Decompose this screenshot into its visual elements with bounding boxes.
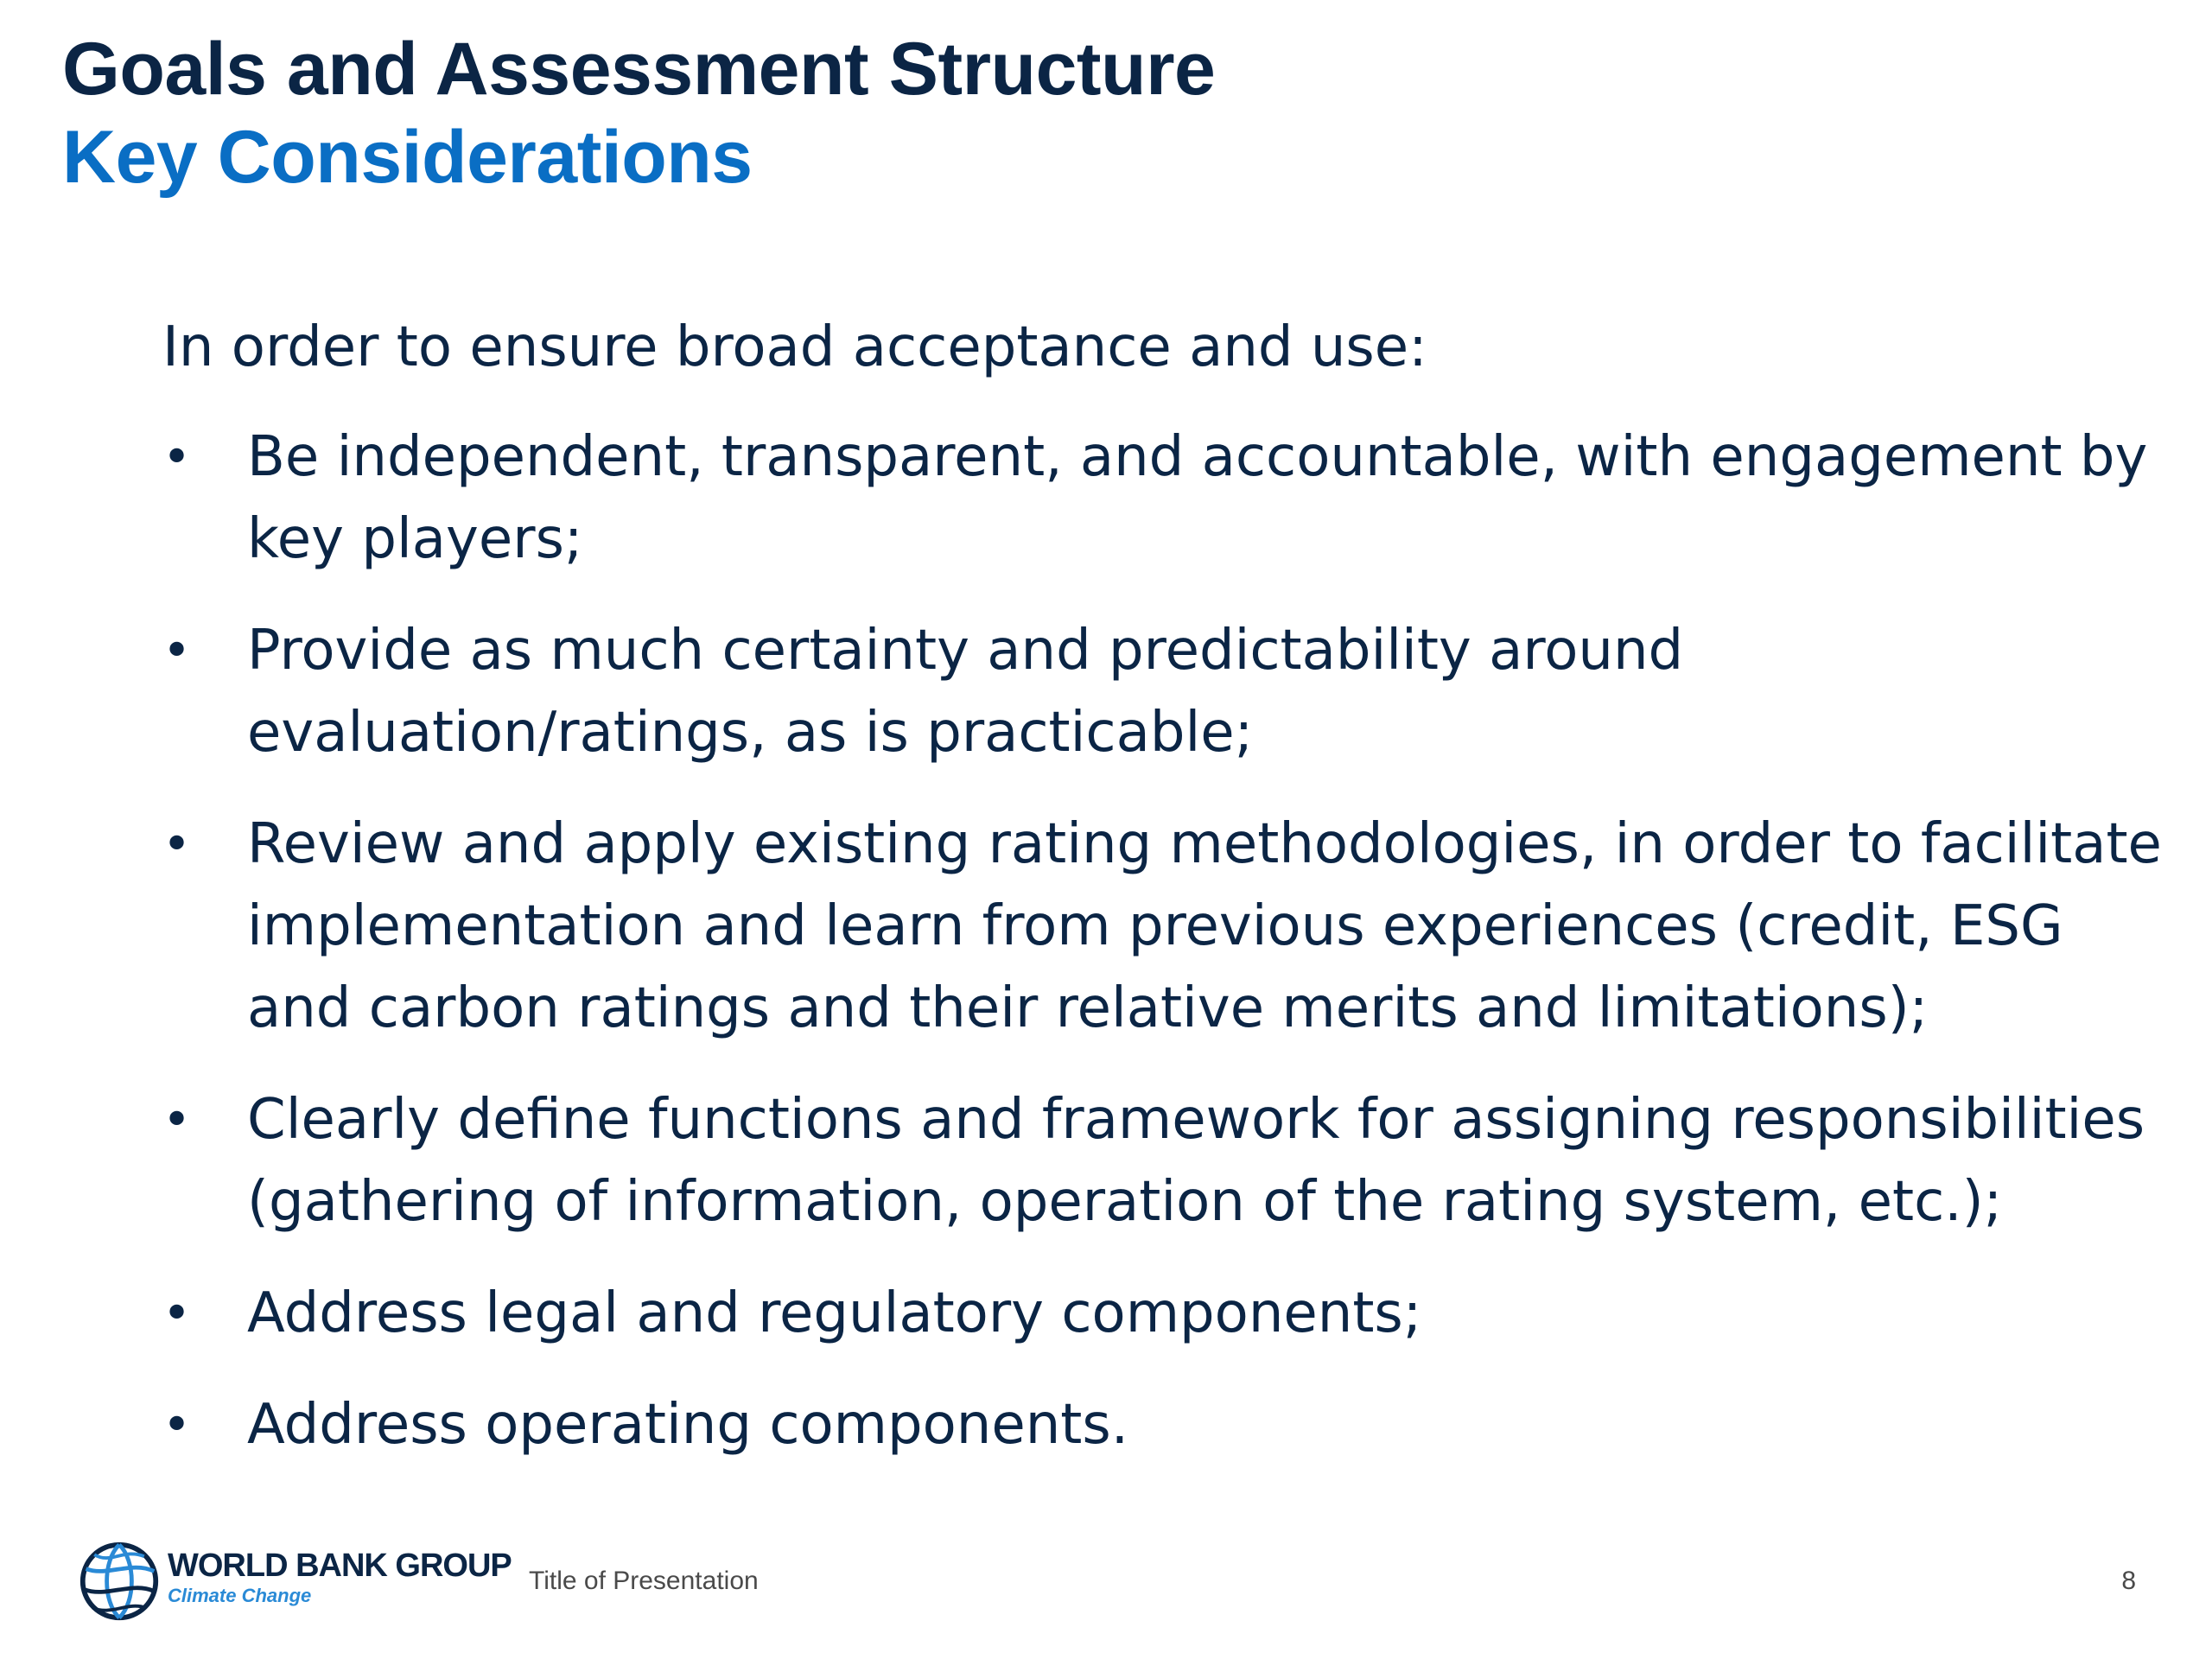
intro-text: In order to ensure broad acceptance and use: <box>162 315 1427 379</box>
bullet-item <box>162 416 2167 581</box>
globe-icon <box>78 1540 161 1623</box>
bullet-text: Address legal and regulatory components; <box>247 1281 1422 1345</box>
bullet-list <box>162 416 2167 1466</box>
bullet-item <box>162 1079 2167 1243</box>
bullet-item <box>162 1384 2167 1466</box>
bullet-text: Address operating components. <box>247 1393 1129 1457</box>
slide-body <box>162 307 2167 1496</box>
presentation-title: Title of Presentation <box>529 1567 759 1595</box>
bullet-item <box>162 1273 2167 1355</box>
bullet-text: Provide as much certainty and predictability around evaluation/ratings, as is practicable; <box>247 619 1684 765</box>
bullet-text: Review and apply existing rating methodologies, in order to facilitate implementation and learn from previous experiences (credit, ESG and carbon ratings and their relative merits and limitations); <box>247 812 2162 1040</box>
page-number: 8 <box>2121 1567 2136 1595</box>
brand-block <box>168 1547 512 1607</box>
bullet-dot-icon: • <box>162 1092 192 1148</box>
bullet-dot-icon: • <box>162 623 192 679</box>
bullet-dot-icon: • <box>162 1286 192 1342</box>
bullet-item <box>162 610 2167 774</box>
bullet-text: Be independent, transparent, and accountable, with engagement by key players; <box>247 425 2148 571</box>
slide-footer <box>0 1529 2212 1633</box>
bullet-dot-icon: • <box>162 1397 192 1453</box>
brand-name: WORLD BANK GROUP <box>168 1548 512 1584</box>
bullet-text: Clearly define functions and framework for assigning responsibilities (gathering of information, operation of the rating system, etc.); <box>247 1088 2145 1234</box>
slide-title: Goals and Assessment Structure <box>62 28 1216 111</box>
brand-tagline: Climate Change <box>168 1585 312 1606</box>
bullet-dot-icon: • <box>162 429 192 486</box>
bullet-item <box>162 804 2167 1050</box>
slide-subtitle: Key Considerations <box>62 116 753 199</box>
bullet-dot-icon: • <box>162 817 192 873</box>
